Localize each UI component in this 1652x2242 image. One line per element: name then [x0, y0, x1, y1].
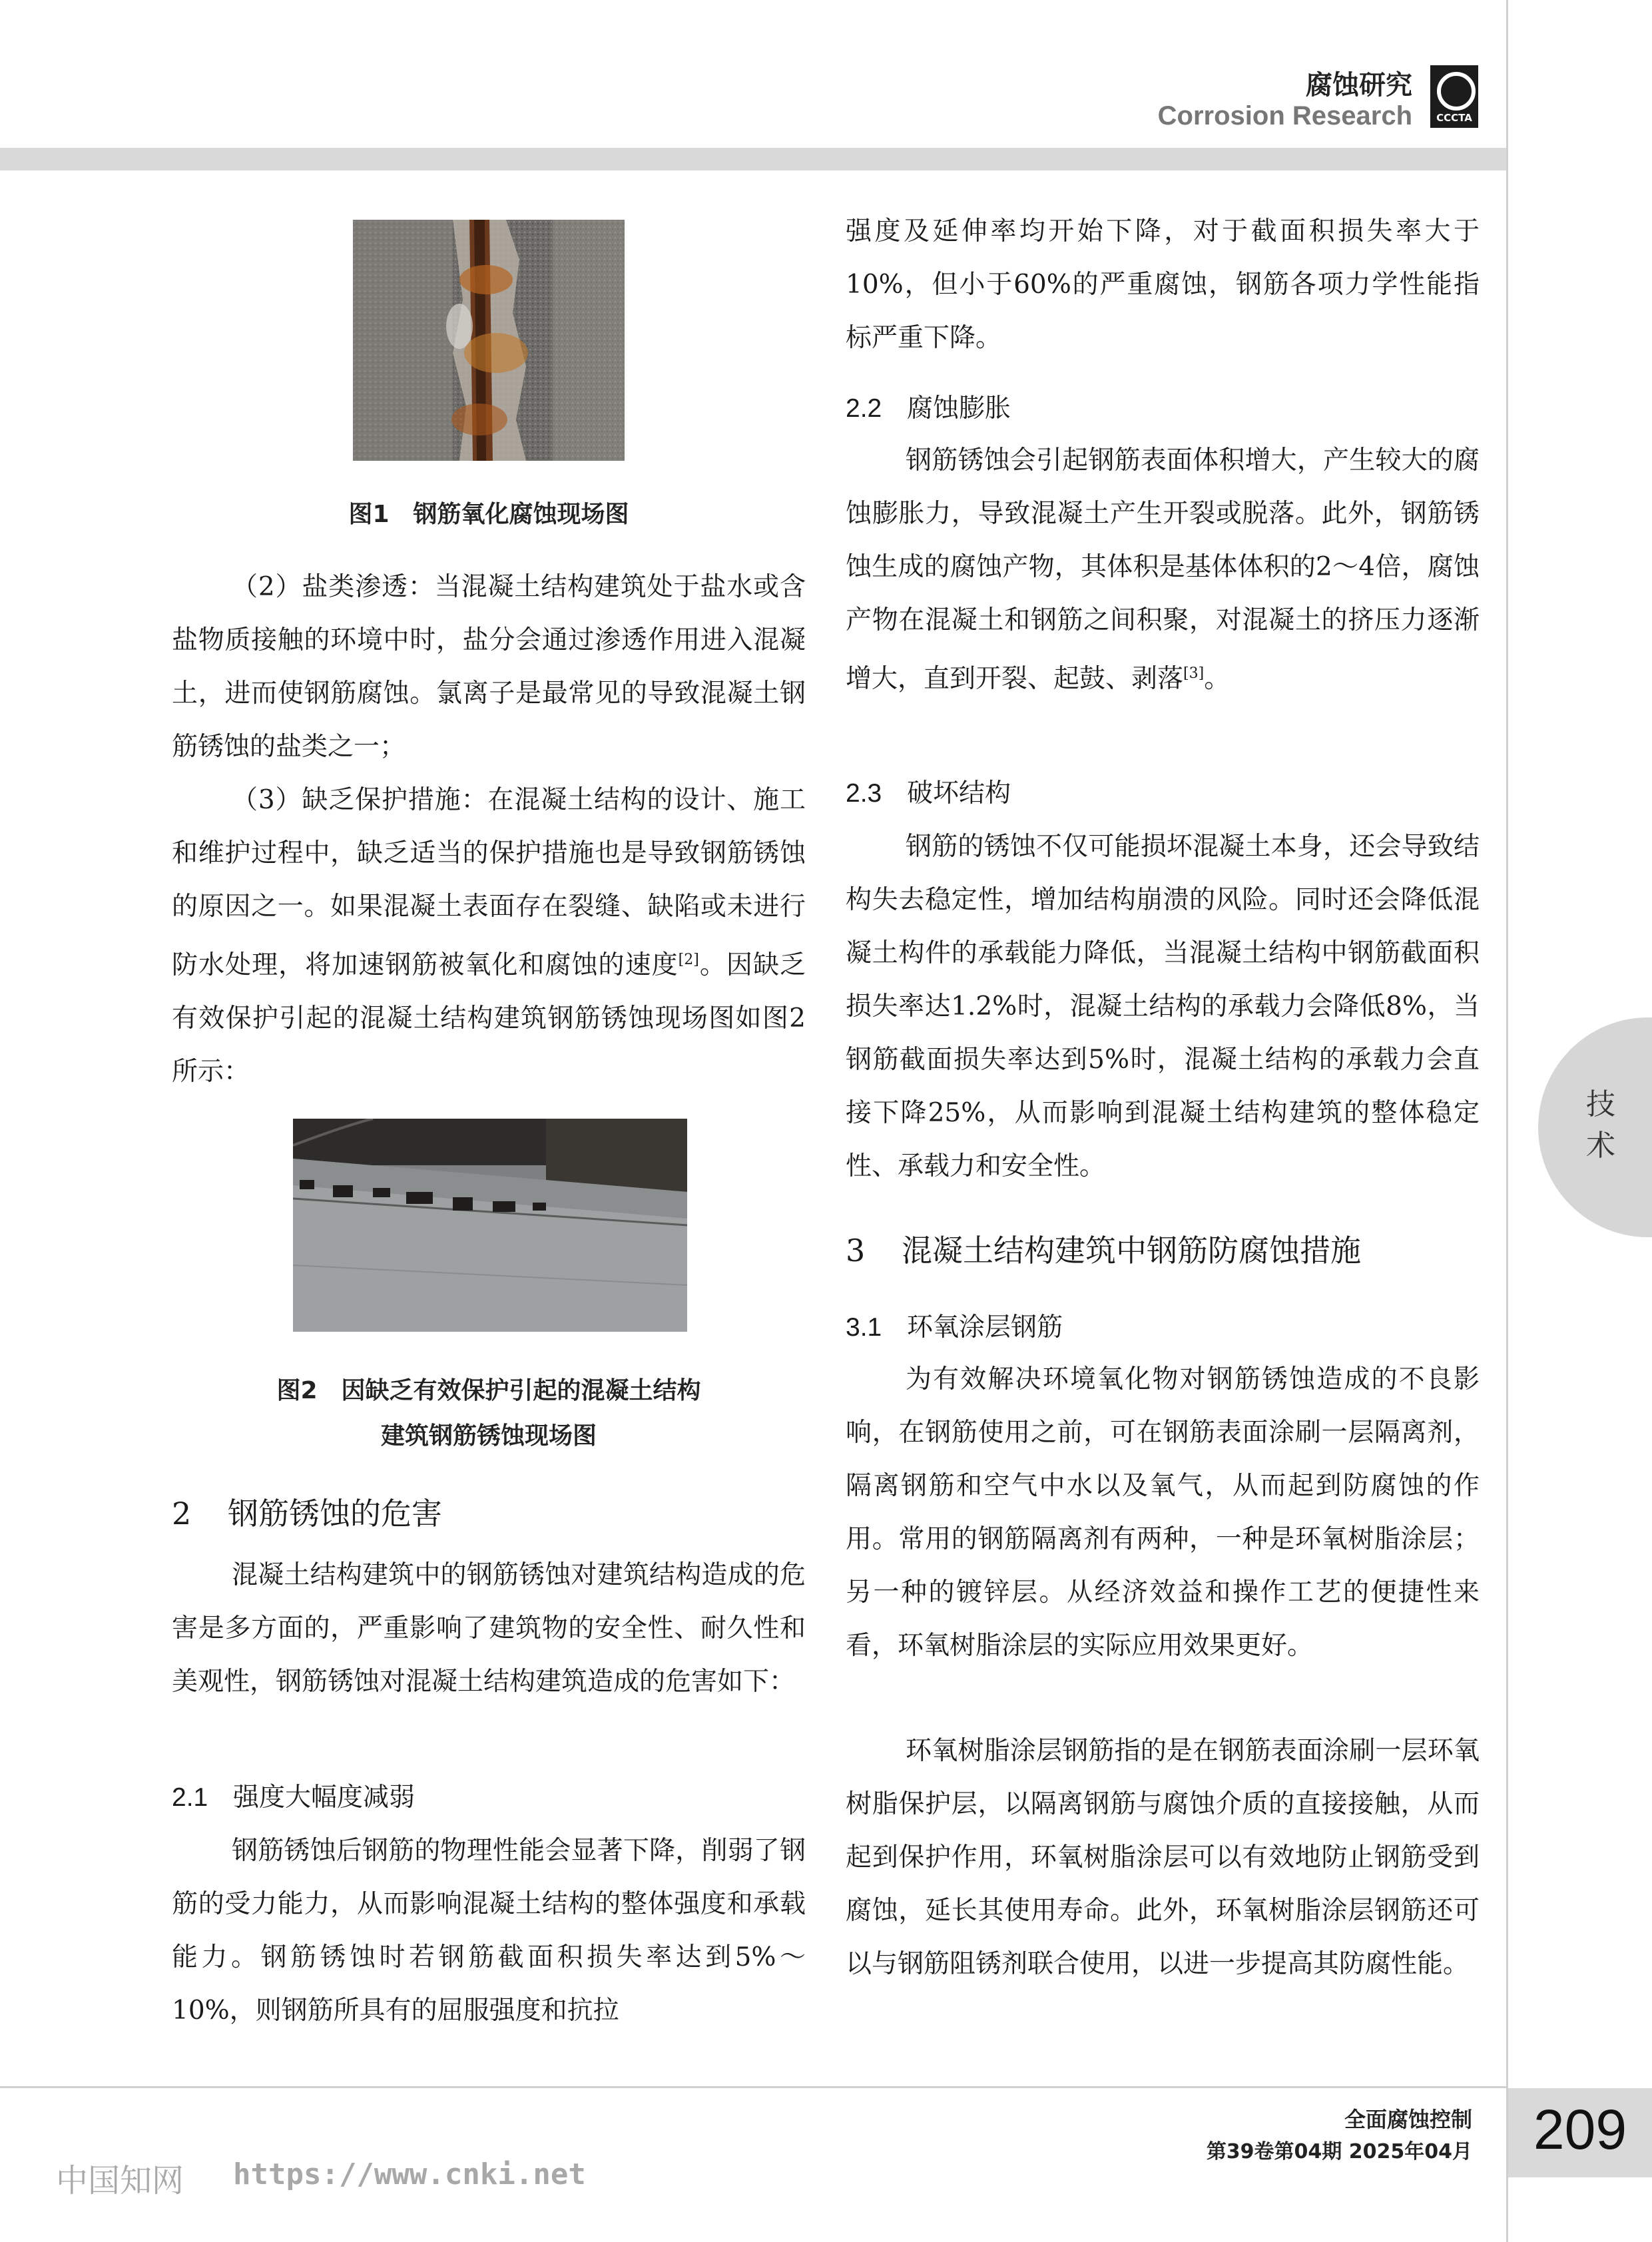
section-2-1-title: 强度大幅度减弱	[233, 1783, 415, 1813]
paragraph-continued: 强度及延伸率均开始下降，对于截面积损失率大于10%，但小于60%的严重腐蚀，钢筋各项力学性能指标严重下降。	[846, 216, 1480, 353]
paragraph-section-2: 混凝土结构建筑中的钢筋锈蚀对建筑结构造成的危害是多方面的，严重影响了建筑物的安全性、耐久性和美观性，钢筋锈蚀对混凝土结构建筑造成的危害如下：	[172, 1560, 806, 1697]
paragraph-section-2-2-text-a: 钢筋锈蚀会引起钢筋表面体积增大，产生较大的腐蚀膨胀力，导致混凝土产生开裂或脱落。此外，钢筋锈蚀生成的腐蚀产物，其体积是基体体积的2～4倍，腐蚀产物在混凝土和钢筋之间积聚，对混凝土的挤压力逐渐增大，直到开裂、起鼓、剥落	[846, 445, 1480, 694]
section-3-number: 3	[846, 1233, 866, 1268]
side-tab-label	[1581, 1084, 1621, 1167]
figure2-caption-line2: 建筑钢筋锈蚀现场图	[380, 1422, 597, 1450]
footer-journal: 全面腐蚀控制	[1344, 2107, 1472, 2132]
section-2-3-title: 破坏结构	[907, 778, 1011, 808]
citation-2: [2]	[678, 952, 699, 968]
side-tab-char-1: 技	[1586, 1087, 1615, 1121]
section-2-1-heading	[172, 1777, 806, 1814]
figure2-photo	[293, 1119, 687, 1332]
section-3-title: 混凝土结构建筑中钢筋防腐蚀措施	[902, 1233, 1361, 1268]
section-2-2-heading	[846, 388, 1480, 425]
figure2-caption-line1: 图2 因缺乏有效保护引起的混凝土结构	[276, 1377, 701, 1404]
footer-rule	[0, 2086, 1506, 2088]
section-3-1-heading	[846, 1306, 1480, 1344]
section-2-3-heading	[846, 772, 1480, 810]
footer-volume-issue: 第39卷第04期 2025年04月	[1206, 2140, 1472, 2163]
figure1-photo	[353, 220, 625, 461]
section-2-2-title: 腐蚀膨胀	[907, 394, 1011, 423]
section-2-3-number: 2.3	[846, 779, 882, 808]
header-band	[0, 148, 1506, 170]
figure1-caption: 图1 钢筋氧化腐蚀现场图	[348, 501, 629, 528]
citation-3: [3]	[1183, 665, 1205, 682]
section-3-1-title: 环氧涂层钢筋	[907, 1312, 1063, 1342]
page-number: 209	[1533, 2098, 1627, 2161]
section-3-heading	[846, 1227, 1480, 1270]
paragraph-section-2-1: 钢筋锈蚀后钢筋的物理性能会显著下降，削弱了钢筋的受力能力，从而影响混凝土结构的整体强度和承载能力。钢筋锈蚀时若钢筋截面积损失率达到5%～10%，则钢筋所具有的屈服强度和抗拉	[172, 1836, 806, 2026]
paragraph-lack-of-protection-text-b: 。因缺乏有效保护引起的混凝土结构建筑钢筋锈蚀现场图如图2所示：	[172, 950, 806, 1087]
section-2-2-number: 2.2	[846, 394, 882, 423]
section-2-title: 钢筋锈蚀的危害	[228, 1496, 442, 1532]
section-2-1-number: 2.1	[172, 1783, 208, 1812]
paragraph-section-3-1-b: 环氧树脂涂层钢筋指的是在钢筋表面涂刷一层环氧树脂保护层，以隔离钢筋与腐蚀介质的直接接触，从而起到保护作用，环氧树脂涂层可以有效地防止钢筋受到腐蚀，延长其使用寿命。此外，环氧树脂涂层钢筋还可以与钢筋阻锈剂联合使用，以进一步提高其防腐性能。	[846, 1736, 1480, 1979]
header-section-cn: 腐蚀研究	[1306, 70, 1412, 101]
journal-logo-text: CCCTA	[1436, 112, 1472, 124]
section-3-1-number: 3.1	[846, 1313, 882, 1342]
watermark-cnki-cn: 中国知网	[56, 2162, 184, 2199]
section-2-heading	[172, 1490, 806, 1534]
paragraph-lack-of-protection	[172, 774, 806, 1099]
paragraph-salt-penetration: （2）盐类渗透：当混凝土结构建筑处于盐水或含盐物质接触的环境中时，盐分会通过渗透作用进入混凝土，进而使钢筋腐蚀。氯离子是最常见的导致混凝土钢筋锈蚀的盐类之一；	[172, 572, 806, 762]
paragraph-section-2-3: 钢筋的锈蚀不仅可能损坏混凝土本身，还会导致结构失去稳定性，增加结构崩溃的风险。同时还会降低混凝土构件的承载能力降低，当混凝土结构中钢筋截面积损失率达1.2%时，混凝土结构的承载力会降低8%，当钢筋截面损失率达到5%时，混凝土结构的承载力会直接下降25%，从而影响到混凝土结构建筑的整体稳定性、承载力和安全性。	[846, 832, 1480, 1181]
paragraph-lack-of-protection-text-a: （3）缺乏保护措施：在混凝土结构的设计、施工和维护过程中，缺乏适当的保护措施也是导致钢筋锈蚀的原因之一。如果混凝土表面存在裂缝、缺陷或未进行防水处理，将加速钢筋被氧化和腐蚀的速度	[172, 785, 806, 980]
right-margin-rule	[1506, 0, 1508, 2242]
watermark-cnki-url: https://www.cnki.net	[233, 2157, 586, 2191]
paragraph-section-3-1-a: 为有效解决环境氧化物对钢筋锈蚀造成的不良影响，在钢筋使用之前，可在钢筋表面涂刷一层隔离剂，隔离钢筋和空气中水以及氧气，从而起到防腐蚀的作用。常用的钢筋隔离剂有两种，一种是环氧树脂涂层；另一种的镀锌层。从经济效益和操作工艺的便捷性来看，环氧树脂涂层的实际应用效果更好。	[846, 1364, 1480, 1661]
paragraph-section-2-2-text-b: 。	[1204, 664, 1231, 694]
journal-logo-ring-icon	[1437, 72, 1476, 111]
side-tab-char-2: 术	[1586, 1129, 1615, 1163]
section-2-number: 2	[172, 1496, 192, 1532]
paragraph-section-2-2	[846, 434, 1480, 706]
header-section-en: Corrosion Research	[1157, 101, 1412, 131]
